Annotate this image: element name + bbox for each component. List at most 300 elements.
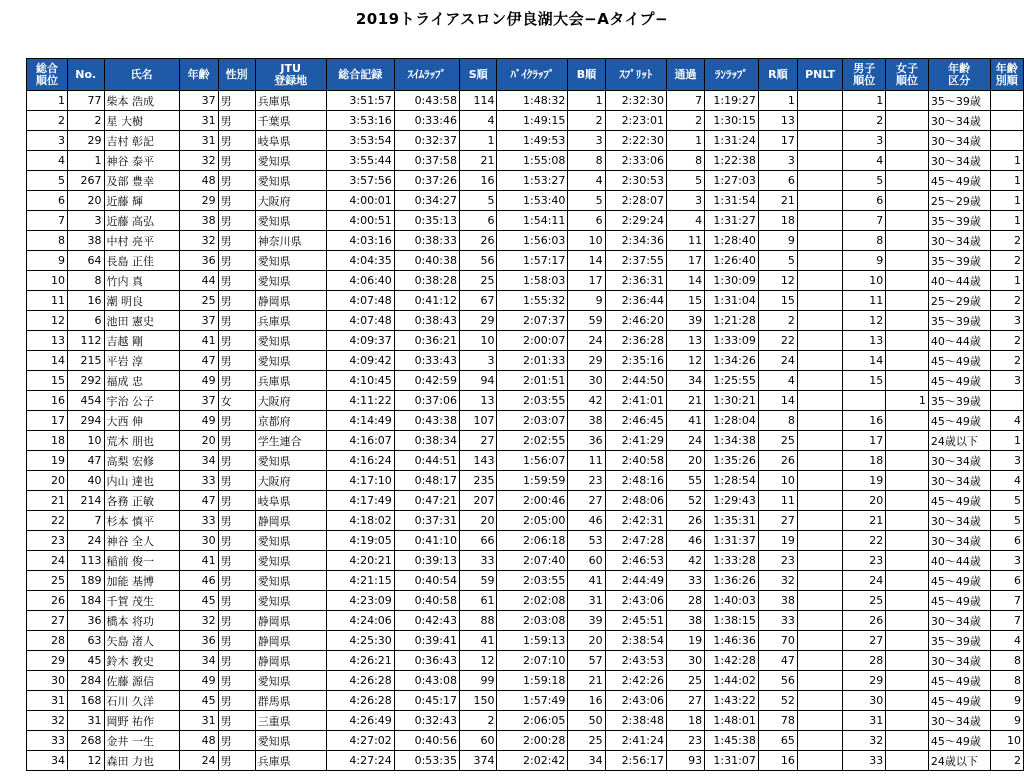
cell-swim-rank: 374 (459, 751, 496, 771)
cell-bike-rank: 39 (568, 611, 605, 631)
cell-female-rank (886, 151, 929, 171)
cell-jtu-region: 愛知県 (255, 531, 326, 551)
cell-bib-no: 112 (68, 331, 105, 351)
cell-split: 2:36:28 (605, 331, 666, 351)
cell-bike-lap: 2:01:51 (497, 371, 568, 391)
cell-run-lap: 1:35:31 (705, 511, 759, 531)
cell-pass-rank: 7 (666, 91, 704, 111)
cell-age-group-rank: 2 (990, 251, 1023, 271)
cell-run-lap: 1:28:04 (705, 411, 759, 431)
cell-age-group-rank: 6 (990, 571, 1023, 591)
cell-overall-rank: 17 (27, 411, 68, 431)
cell-penalty (797, 551, 842, 571)
cell-name: 長島 正佳 (104, 251, 179, 271)
cell-gender: 男 (218, 711, 255, 731)
cell-bib-no: 7 (68, 511, 105, 531)
table-row (27, 451, 1024, 471)
cell-jtu-region: 岐阜県 (255, 491, 326, 511)
cell-bib-no: 3 (68, 211, 105, 231)
cell-swim-lap: 0:37:06 (394, 391, 459, 411)
cell-female-rank (886, 431, 929, 451)
cell-penalty (797, 391, 842, 411)
cell-bib-no: 10 (68, 431, 105, 451)
cell-total-time: 4:26:49 (326, 711, 394, 731)
cell-male-rank: 4 (843, 151, 886, 171)
cell-penalty (797, 111, 842, 131)
cell-bike-rank: 20 (568, 631, 605, 651)
cell-name: 稲前 俊一 (104, 551, 179, 571)
cell-male-rank: 20 (843, 491, 886, 511)
cell-age-group: 45〜49歳 (928, 411, 990, 431)
cell-age-group-rank: 9 (990, 711, 1023, 731)
cell-female-rank (886, 171, 929, 191)
cell-age-group-rank: 4 (990, 471, 1023, 491)
cell-age-group: 45〜49歳 (928, 671, 990, 691)
cell-gender: 男 (218, 411, 255, 431)
cell-gender: 男 (218, 751, 255, 771)
cell-run-lap: 1:45:38 (705, 731, 759, 751)
cell-male-rank: 16 (843, 411, 886, 431)
cell-run-lap: 1:33:09 (705, 331, 759, 351)
cell-female-rank (886, 711, 929, 731)
cell-jtu-region: 愛知県 (255, 271, 326, 291)
cell-split: 2:48:16 (605, 471, 666, 491)
cell-bike-lap: 2:02:42 (497, 751, 568, 771)
cell-bike-lap: 2:03:07 (497, 411, 568, 431)
cell-run-lap: 1:44:02 (705, 671, 759, 691)
cell-total-time: 4:27:02 (326, 731, 394, 751)
cell-age-group: 30〜34歳 (928, 151, 990, 171)
cell-name: 宇治 公子 (104, 391, 179, 411)
cell-bike-lap: 1:58:03 (497, 271, 568, 291)
cell-run-lap: 1:36:26 (705, 571, 759, 591)
cell-bike-lap: 2:06:18 (497, 531, 568, 551)
header-male-rank: 男子 順位 (843, 59, 886, 91)
table-row (27, 371, 1024, 391)
cell-gender: 男 (218, 211, 255, 231)
cell-age-group-rank: 7 (990, 611, 1023, 631)
cell-run-rank: 2 (758, 311, 797, 331)
cell-bib-no: 64 (68, 251, 105, 271)
cell-bike-lap: 2:03:08 (497, 611, 568, 631)
cell-gender: 女 (218, 391, 255, 411)
cell-split: 2:44:50 (605, 371, 666, 391)
cell-run-lap: 1:38:15 (705, 611, 759, 631)
cell-gender: 男 (218, 571, 255, 591)
cell-age-group-rank: 2 (990, 291, 1023, 311)
cell-overall-rank: 32 (27, 711, 68, 731)
table-row (27, 411, 1024, 431)
cell-age: 29 (179, 191, 218, 211)
cell-penalty (797, 331, 842, 351)
cell-bike-lap: 1:59:13 (497, 631, 568, 651)
cell-age: 41 (179, 331, 218, 351)
cell-name: 近藤 輝 (104, 191, 179, 211)
cell-age-group-rank: 1 (990, 271, 1023, 291)
cell-run-rank: 16 (758, 751, 797, 771)
cell-age-group: 25〜29歳 (928, 291, 990, 311)
cell-age: 24 (179, 751, 218, 771)
cell-split: 2:23:01 (605, 111, 666, 131)
table-row (27, 571, 1024, 591)
cell-run-rank: 22 (758, 331, 797, 351)
cell-bike-lap: 2:03:55 (497, 571, 568, 591)
cell-name: 各務 正敏 (104, 491, 179, 511)
cell-bike-rank: 46 (568, 511, 605, 531)
cell-male-rank: 2 (843, 111, 886, 131)
cell-jtu-region: 兵庫県 (255, 311, 326, 331)
cell-age-group-rank: 7 (990, 591, 1023, 611)
cell-split: 2:37:55 (605, 251, 666, 271)
cell-age: 48 (179, 731, 218, 751)
table-row (27, 311, 1024, 331)
cell-age: 34 (179, 651, 218, 671)
cell-name: 平岩 淳 (104, 351, 179, 371)
cell-penalty (797, 411, 842, 431)
cell-run-lap: 1:26:40 (705, 251, 759, 271)
cell-female-rank (886, 491, 929, 511)
cell-run-rank: 5 (758, 251, 797, 271)
cell-pass-rank: 3 (666, 191, 704, 211)
cell-female-rank (886, 111, 929, 131)
cell-run-rank: 27 (758, 511, 797, 531)
cell-pass-rank: 1 (666, 131, 704, 151)
cell-bike-rank: 50 (568, 711, 605, 731)
cell-swim-lap: 0:39:13 (394, 551, 459, 571)
cell-total-time: 4:20:21 (326, 551, 394, 571)
header-jtu-region: JTU 登録地 (255, 59, 326, 91)
cell-swim-rank: 27 (459, 431, 496, 451)
cell-run-rank: 17 (758, 131, 797, 151)
cell-total-time: 3:53:16 (326, 111, 394, 131)
cell-penalty (797, 491, 842, 511)
cell-gender: 男 (218, 511, 255, 531)
cell-pass-rank: 25 (666, 671, 704, 691)
cell-name: 森田 力也 (104, 751, 179, 771)
cell-swim-lap: 0:42:59 (394, 371, 459, 391)
cell-male-rank: 13 (843, 331, 886, 351)
cell-age-group: 30〜34歳 (928, 131, 990, 151)
cell-age: 49 (179, 671, 218, 691)
cell-overall-rank: 30 (27, 671, 68, 691)
cell-bib-no: 29 (68, 131, 105, 151)
table-row (27, 151, 1024, 171)
cell-name: 神谷 全人 (104, 531, 179, 551)
cell-bib-no: 8 (68, 271, 105, 291)
cell-bib-no: 6 (68, 311, 105, 331)
cell-female-rank: 1 (886, 391, 929, 411)
cell-age: 45 (179, 691, 218, 711)
cell-swim-rank: 4 (459, 111, 496, 131)
cell-age-group: 24歳以下 (928, 751, 990, 771)
cell-total-time: 4:24:06 (326, 611, 394, 631)
cell-bib-no: 40 (68, 471, 105, 491)
cell-age-group-rank: 2 (990, 751, 1023, 771)
cell-age-group: 35〜39歳 (928, 91, 990, 111)
header-overall-rank: 総合 順位 (27, 59, 68, 91)
cell-bike-rank: 21 (568, 671, 605, 691)
cell-penalty (797, 531, 842, 551)
cell-pass-rank: 55 (666, 471, 704, 491)
cell-name: 千賀 茂生 (104, 591, 179, 611)
cell-swim-lap: 0:40:38 (394, 251, 459, 271)
cell-swim-rank: 59 (459, 571, 496, 591)
cell-bike-lap: 1:59:18 (497, 671, 568, 691)
cell-penalty (797, 151, 842, 171)
cell-swim-rank: 114 (459, 91, 496, 111)
cell-age-group: 45〜49歳 (928, 171, 990, 191)
table-row (27, 511, 1024, 531)
cell-age: 49 (179, 371, 218, 391)
cell-bike-lap: 1:59:59 (497, 471, 568, 491)
cell-gender: 男 (218, 191, 255, 211)
cell-gender: 男 (218, 371, 255, 391)
cell-bike-rank: 6 (568, 211, 605, 231)
cell-swim-lap: 0:45:17 (394, 691, 459, 711)
cell-bike-lap: 2:07:40 (497, 551, 568, 571)
cell-bike-rank: 53 (568, 531, 605, 551)
cell-overall-rank: 6 (27, 191, 68, 211)
cell-bib-no: 268 (68, 731, 105, 751)
cell-run-rank: 13 (758, 111, 797, 131)
cell-age: 33 (179, 511, 218, 531)
table-row (27, 671, 1024, 691)
cell-overall-rank: 15 (27, 371, 68, 391)
cell-name: 内山 達也 (104, 471, 179, 491)
cell-age-group-rank: 9 (990, 691, 1023, 711)
table-body (27, 91, 1024, 771)
cell-total-time: 4:17:49 (326, 491, 394, 511)
table-row (27, 251, 1024, 271)
cell-run-lap: 1:21:28 (705, 311, 759, 331)
cell-bib-no: 454 (68, 391, 105, 411)
cell-swim-rank: 25 (459, 271, 496, 291)
cell-swim-rank: 13 (459, 391, 496, 411)
cell-bike-rank: 4 (568, 171, 605, 191)
cell-female-rank (886, 231, 929, 251)
cell-total-time: 3:51:57 (326, 91, 394, 111)
cell-overall-rank: 19 (27, 451, 68, 471)
cell-bib-no: 1 (68, 151, 105, 171)
cell-penalty (797, 251, 842, 271)
header-age-group: 年齢 区分 (928, 59, 990, 91)
cell-female-rank (886, 91, 929, 111)
cell-pass-rank: 28 (666, 591, 704, 611)
cell-total-time: 4:17:10 (326, 471, 394, 491)
cell-swim-lap: 0:40:54 (394, 571, 459, 591)
table-row (27, 111, 1024, 131)
cell-age-group: 30〜34歳 (928, 531, 990, 551)
cell-overall-rank: 4 (27, 151, 68, 171)
cell-bike-rank: 29 (568, 351, 605, 371)
cell-bib-no: 214 (68, 491, 105, 511)
cell-swim-lap: 0:43:58 (394, 91, 459, 111)
cell-run-lap: 1:27:03 (705, 171, 759, 191)
cell-age: 47 (179, 491, 218, 511)
cell-swim-lap: 0:39:41 (394, 631, 459, 651)
cell-penalty (797, 471, 842, 491)
cell-age-group: 40〜44歳 (928, 551, 990, 571)
cell-swim-rank: 5 (459, 191, 496, 211)
cell-pass-rank: 21 (666, 391, 704, 411)
cell-run-lap: 1:31:04 (705, 291, 759, 311)
cell-run-rank: 26 (758, 451, 797, 471)
cell-age-group-rank: 2 (990, 351, 1023, 371)
cell-bike-rank: 23 (568, 471, 605, 491)
cell-age-group-rank: 3 (990, 551, 1023, 571)
header-split: ｽﾌﾟﾘｯﾄ (605, 59, 666, 91)
cell-age-group: 30〜34歳 (928, 711, 990, 731)
cell-name: 鈴木 教史 (104, 651, 179, 671)
cell-name: 及部 豊幸 (104, 171, 179, 191)
cell-name: 石川 久洋 (104, 691, 179, 711)
cell-age-group: 45〜49歳 (928, 371, 990, 391)
cell-name: 吉村 彰記 (104, 131, 179, 151)
cell-swim-lap: 0:32:43 (394, 711, 459, 731)
cell-male-rank: 30 (843, 691, 886, 711)
cell-swim-rank: 88 (459, 611, 496, 631)
cell-total-time: 4:23:09 (326, 591, 394, 611)
cell-swim-rank: 1 (459, 131, 496, 151)
cell-male-rank: 31 (843, 711, 886, 731)
cell-split: 2:35:16 (605, 351, 666, 371)
table-row (27, 351, 1024, 371)
cell-total-time: 4:18:02 (326, 511, 394, 531)
table-row (27, 691, 1024, 711)
cell-age-group-rank: 2 (990, 331, 1023, 351)
cell-female-rank (886, 591, 929, 611)
cell-jtu-region: 愛知県 (255, 731, 326, 751)
cell-female-rank (886, 631, 929, 651)
cell-penalty (797, 611, 842, 631)
cell-female-rank (886, 131, 929, 151)
cell-bib-no: 215 (68, 351, 105, 371)
cell-run-rank: 9 (758, 231, 797, 251)
cell-swim-lap: 0:32:37 (394, 131, 459, 151)
cell-age: 20 (179, 431, 218, 451)
cell-swim-rank: 61 (459, 591, 496, 611)
cell-swim-rank: 6 (459, 211, 496, 231)
cell-jtu-region: 静岡県 (255, 631, 326, 651)
cell-overall-rank: 34 (27, 751, 68, 771)
cell-run-rank: 78 (758, 711, 797, 731)
cell-gender: 男 (218, 451, 255, 471)
cell-pass-rank: 42 (666, 551, 704, 571)
cell-jtu-region: 静岡県 (255, 511, 326, 531)
cell-run-rank: 65 (758, 731, 797, 751)
cell-age-group: 30〜34歳 (928, 471, 990, 491)
cell-swim-lap: 0:37:26 (394, 171, 459, 191)
cell-run-rank: 25 (758, 431, 797, 451)
cell-swim-lap: 0:33:46 (394, 111, 459, 131)
cell-age: 37 (179, 391, 218, 411)
cell-swim-rank: 41 (459, 631, 496, 651)
header-run-rank: R順 (758, 59, 797, 91)
cell-bib-no: 38 (68, 231, 105, 251)
cell-overall-rank: 14 (27, 351, 68, 371)
table-header-row (27, 59, 1024, 91)
cell-overall-rank: 16 (27, 391, 68, 411)
cell-bike-rank: 5 (568, 191, 605, 211)
cell-bike-rank: 14 (568, 251, 605, 271)
cell-male-rank: 24 (843, 571, 886, 591)
cell-run-lap: 1:34:26 (705, 351, 759, 371)
cell-female-rank (886, 531, 929, 551)
cell-jtu-region: 愛知県 (255, 451, 326, 471)
cell-gender: 男 (218, 611, 255, 631)
cell-swim-lap: 0:48:17 (394, 471, 459, 491)
table-row (27, 711, 1024, 731)
cell-female-rank (886, 511, 929, 531)
cell-jtu-region: 神奈川県 (255, 231, 326, 251)
cell-swim-lap: 0:33:43 (394, 351, 459, 371)
cell-run-lap: 1:42:28 (705, 651, 759, 671)
cell-pass-rank: 24 (666, 431, 704, 451)
cell-gender: 男 (218, 591, 255, 611)
cell-split: 2:43:06 (605, 691, 666, 711)
cell-age-group: 30〜34歳 (928, 231, 990, 251)
cell-pass-rank: 93 (666, 751, 704, 771)
cell-bike-lap: 2:00:28 (497, 731, 568, 751)
cell-pass-rank: 33 (666, 571, 704, 591)
cell-age: 38 (179, 211, 218, 231)
cell-male-rank: 29 (843, 671, 886, 691)
cell-male-rank: 23 (843, 551, 886, 571)
cell-jtu-region: 岐阜県 (255, 131, 326, 151)
cell-pass-rank: 41 (666, 411, 704, 431)
cell-gender: 男 (218, 351, 255, 371)
cell-run-lap: 1:25:55 (705, 371, 759, 391)
cell-bike-rank: 31 (568, 591, 605, 611)
cell-male-rank: 22 (843, 531, 886, 551)
cell-swim-rank: 16 (459, 171, 496, 191)
cell-swim-rank: 2 (459, 711, 496, 731)
cell-pass-rank: 13 (666, 331, 704, 351)
cell-gender: 男 (218, 651, 255, 671)
cell-run-lap: 1:28:40 (705, 231, 759, 251)
cell-female-rank (886, 571, 929, 591)
cell-jtu-region: 愛知県 (255, 171, 326, 191)
cell-pass-rank: 26 (666, 511, 704, 531)
cell-run-lap: 1:31:24 (705, 131, 759, 151)
cell-jtu-region: 愛知県 (255, 211, 326, 231)
cell-gender: 男 (218, 131, 255, 151)
cell-swim-rank: 99 (459, 671, 496, 691)
cell-swim-rank: 94 (459, 371, 496, 391)
cell-overall-rank: 25 (27, 571, 68, 591)
cell-run-lap: 1:30:09 (705, 271, 759, 291)
cell-age: 37 (179, 91, 218, 111)
header-bike-rank: B順 (568, 59, 605, 91)
cell-age-group-rank: 1 (990, 431, 1023, 451)
cell-bike-rank: 1 (568, 91, 605, 111)
cell-bike-lap: 2:00:07 (497, 331, 568, 351)
cell-pass-rank: 4 (666, 211, 704, 231)
cell-split: 2:41:24 (605, 731, 666, 751)
cell-swim-lap: 0:42:43 (394, 611, 459, 631)
cell-age: 25 (179, 291, 218, 311)
cell-overall-rank: 3 (27, 131, 68, 151)
cell-jtu-region: 兵庫県 (255, 91, 326, 111)
cell-jtu-region: 静岡県 (255, 291, 326, 311)
cell-swim-rank: 12 (459, 651, 496, 671)
cell-female-rank (886, 651, 929, 671)
cell-swim-lap: 0:41:12 (394, 291, 459, 311)
header-bike-lap: ﾊﾞｲｸﾗｯﾌﾟ (497, 59, 568, 91)
cell-run-lap: 1:40:03 (705, 591, 759, 611)
cell-split: 2:33:06 (605, 151, 666, 171)
cell-male-rank: 25 (843, 591, 886, 611)
